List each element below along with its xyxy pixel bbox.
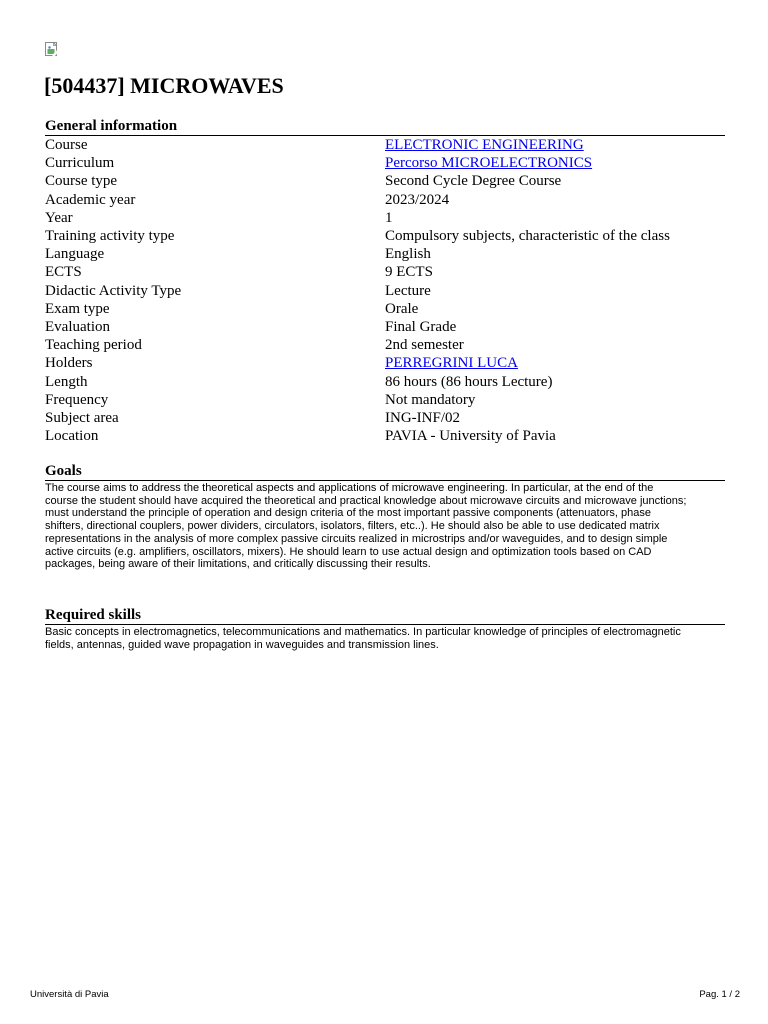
- info-value: Not mandatory: [385, 391, 476, 408]
- info-value: [385, 354, 725, 372]
- required-skills-line: fields, antennas, guided wave propagation in waveguides and transmission lines.: [45, 638, 439, 651]
- goals-line: course the student should have acquired the theoretical and practical knowledge about microwave circuits and microwave junctions;: [45, 494, 687, 507]
- goals-line: active circuits (e.g. amplifiers, oscillators, mixers). He should learn to use actual design and optimization tools based on CAD: [45, 545, 652, 558]
- info-label: Year: [45, 209, 73, 226]
- info-row: [45, 354, 725, 372]
- info-label: Subject area: [45, 410, 119, 427]
- info-label: Location: [45, 428, 99, 445]
- info-label: Curriculum: [45, 155, 115, 172]
- general-information-table: [45, 136, 725, 445]
- info-row: [45, 300, 725, 318]
- goals-text: [45, 482, 735, 571]
- info-value: Final Grade: [385, 319, 457, 336]
- page-title: [504437] MICROWAVES: [44, 73, 284, 98]
- info-value: [385, 136, 725, 154]
- info-row: [45, 373, 725, 391]
- info-label: Training activity type: [45, 228, 175, 245]
- info-label: Frequency: [45, 391, 109, 408]
- required-skills-heading: Required skills: [45, 606, 725, 625]
- broken-image-icon: [44, 41, 60, 57]
- info-row: [45, 318, 725, 336]
- info-value: 1: [385, 209, 393, 226]
- info-value: PAVIA - University of Pavia: [385, 428, 556, 445]
- info-label: Exam type: [45, 300, 110, 317]
- goals-line: packages, being aware of their limitations, and critically discussing their results.: [45, 558, 431, 571]
- info-label: Language: [45, 246, 105, 263]
- info-label: Didactic Activity Type: [45, 282, 182, 299]
- info-row: [45, 336, 725, 354]
- info-value: 9 ECTS: [385, 264, 433, 281]
- goals-line: shifters, directional couplers, power dividers, circulators, isolators, filters, etc..). He should also be able to use dedicated matrix: [45, 520, 660, 533]
- info-row: [45, 263, 725, 281]
- goals-line: The course aims to address the theoretical aspects and applications of microwave engineering. In particular, at the end of the: [45, 482, 654, 494]
- info-row: [45, 409, 725, 427]
- info-row: [45, 154, 725, 172]
- info-label: ECTS: [45, 264, 82, 281]
- info-value: Compulsory subjects, characteristic of the class: [385, 228, 670, 245]
- info-value: 2023/2024: [385, 191, 450, 208]
- info-row: [45, 282, 725, 300]
- info-value-link[interactable]: ELECTRONIC ENGINEERING: [385, 137, 584, 153]
- info-value: 2nd semester: [385, 337, 464, 354]
- info-value: 86 hours (86 hours Lecture): [385, 373, 553, 390]
- goals-heading: Goals: [45, 462, 725, 481]
- info-label: Academic year: [45, 191, 136, 208]
- required-skills-line: Basic concepts in electromagnetics, telecommunications and mathematics. In particular knowledge of principles of electromagnetic: [45, 626, 681, 638]
- info-label: Course type: [45, 173, 118, 190]
- general-information-heading: General information: [45, 117, 725, 136]
- info-value: ING-INF/02: [385, 410, 460, 427]
- footer-page-number: Pag. 1 / 2: [699, 989, 740, 1000]
- info-value-link[interactable]: PERREGRINI LUCA: [385, 355, 518, 372]
- info-row: [45, 245, 725, 263]
- info-row: [45, 391, 725, 409]
- info-row: [45, 172, 725, 190]
- info-label: Length: [45, 373, 88, 390]
- info-label: Teaching period: [45, 337, 142, 354]
- goals-line: representations in the analysis of more complex passive circuits realized in microstrips and/or waveguides, and to design simple: [45, 532, 668, 545]
- info-label: Course: [45, 137, 88, 153]
- info-value: English: [385, 246, 431, 263]
- info-value-link[interactable]: Percorso MICROELECTRONICS: [385, 155, 593, 172]
- info-row: [45, 136, 725, 154]
- info-label: Evaluation: [45, 319, 110, 336]
- info-row: [45, 427, 725, 445]
- required-skills-text: [45, 626, 735, 651]
- info-value: [385, 154, 725, 172]
- goals-line: must understand the principle of operation and design criteria of the most important passive components (attenuators, phase: [45, 507, 651, 520]
- info-label: Holders: [45, 355, 93, 372]
- info-value: Lecture: [385, 282, 431, 299]
- info-value: Orale: [385, 300, 419, 317]
- info-row: [45, 191, 725, 209]
- info-row: [45, 227, 725, 245]
- info-row: [45, 209, 725, 227]
- info-value: Second Cycle Degree Course: [385, 173, 562, 190]
- footer-university: Università di Pavia: [30, 989, 109, 1000]
